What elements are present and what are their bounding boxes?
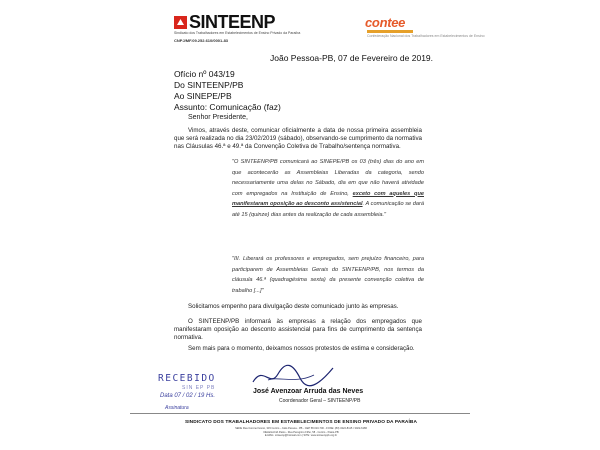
letter-date: João Pessoa-PB, 07 de Fevereiro de 2019. — [270, 53, 434, 63]
received-stamp-subtitle: SIN EP PB — [182, 385, 216, 391]
footer-organization: SINDICATO DOS TRABALHADORES EM ESTABELECIMENTOS DE ENSINO PRIVADO DA PARAÍBA — [184, 420, 418, 425]
quoted-clause-2: "III. Liberará os professores e empregados, sem prejuízo financeiro, para participarem de Assembleias Gerais do SINTEENP/PB, nos termos da cláusula 46.ª (quadragésima sexta) da presente convenção coletiva de trabalho [...]" — [232, 256, 424, 294]
union-logo-mark — [174, 16, 187, 29]
salutation: Senhor Presidente, — [188, 114, 248, 121]
footer-address-line-3: E-MAIL: sinteenp@hotmail.com | SITE: www.sinteenppb.org.br — [264, 434, 338, 437]
quote1-emphasis: exceto com aqueles que manifestaram oposição ao desconto assistencial — [232, 190, 424, 207]
received-stamp-signature-line: Assinatura — [165, 405, 189, 411]
contee-subtitle: Confederação Nacional dos Trabalhadores em Estabelecimentos de Ensino — [367, 34, 485, 38]
contee-logo-bar — [367, 30, 413, 33]
received-stamp-title: RECEBIDO — [158, 373, 216, 384]
paragraph-request: Solicitamos empenho para divulgação deste comunicado junto às empresas. — [188, 303, 399, 310]
quote1-text-after: . A comunicação se dará até 15 (quinze) dias antes da realização de cada assembleia." — [232, 201, 424, 218]
letter-number: Ofício nº 043/19 — [174, 69, 235, 79]
union-subtitle: Sindicato dos Trabalhadores em Estabelecimentos de Ensino Privado da Paraíba — [174, 31, 301, 35]
received-stamp-date: Data 07 / 02 / 19 Hs. — [160, 393, 216, 399]
contee-logo: contee — [365, 15, 406, 30]
letter-to: Ao SINEPE/PB — [174, 91, 232, 101]
footer-address — [140, 427, 462, 438]
letter-from: Do SINTEENP/PB — [174, 80, 244, 90]
cnpj-number: CNPJ/MF.09.252.610/0001-83 — [174, 38, 229, 43]
signatory-role: Coordenador Geral – SINTEENP/PB — [279, 398, 361, 404]
signatory-name: José Avenzoar Arruda das Neves — [253, 388, 364, 395]
paragraph-information: O SINTEENP/PB informará às empresas a relação dos empregados que manifestaram oposição ao desconto assistencial para fins de cumprimento da sentença normativa. — [174, 318, 422, 341]
footer-address-line-2: DELEGACIA Patos - Rua Peregrino Filho, 58 - Centro - Patos-PB — [263, 430, 339, 434]
footer-divider — [130, 413, 470, 414]
union-logo-text: SINTEENP — [189, 12, 276, 32]
paragraph-intro: Vimos, através deste, comunicar oficialmente a data de nossa primeira assembleia que será realizada no dia 23/02/2019 (sábado), observando-se cumprimento da normativa nas Cláusulas 46.ª e 49.ª da Convenção Coletiva de Trabalho/sentença normativa. — [174, 127, 422, 150]
closing-sentence: Sem mais para o momento, deixamos nossos protestos de estima e consideração. — [188, 345, 415, 352]
letter-subject: Assunto: Comunicação (faz) — [174, 102, 281, 112]
letter-header-block — [174, 69, 281, 113]
footer-address-line-1: SEDE Rua Coronel Ivonio, 315 Centro - João Pessoa - PB - CEP 58.010-700 - FONE: (83) 3222-8115 / 3022-6186 — [235, 427, 367, 430]
quote1-text-before: "O SINTEENP/PB comunicará ao SINEPE/PB os 03 (três) dias do ano em que acontecerão as Assembleias Liberadas da categoria, sendo necessariamente uma delas no Sábado, dia em que não haverá atividade com empregados na Instituição de Ensino, — [232, 159, 424, 197]
quoted-clause-1 — [232, 157, 424, 220]
